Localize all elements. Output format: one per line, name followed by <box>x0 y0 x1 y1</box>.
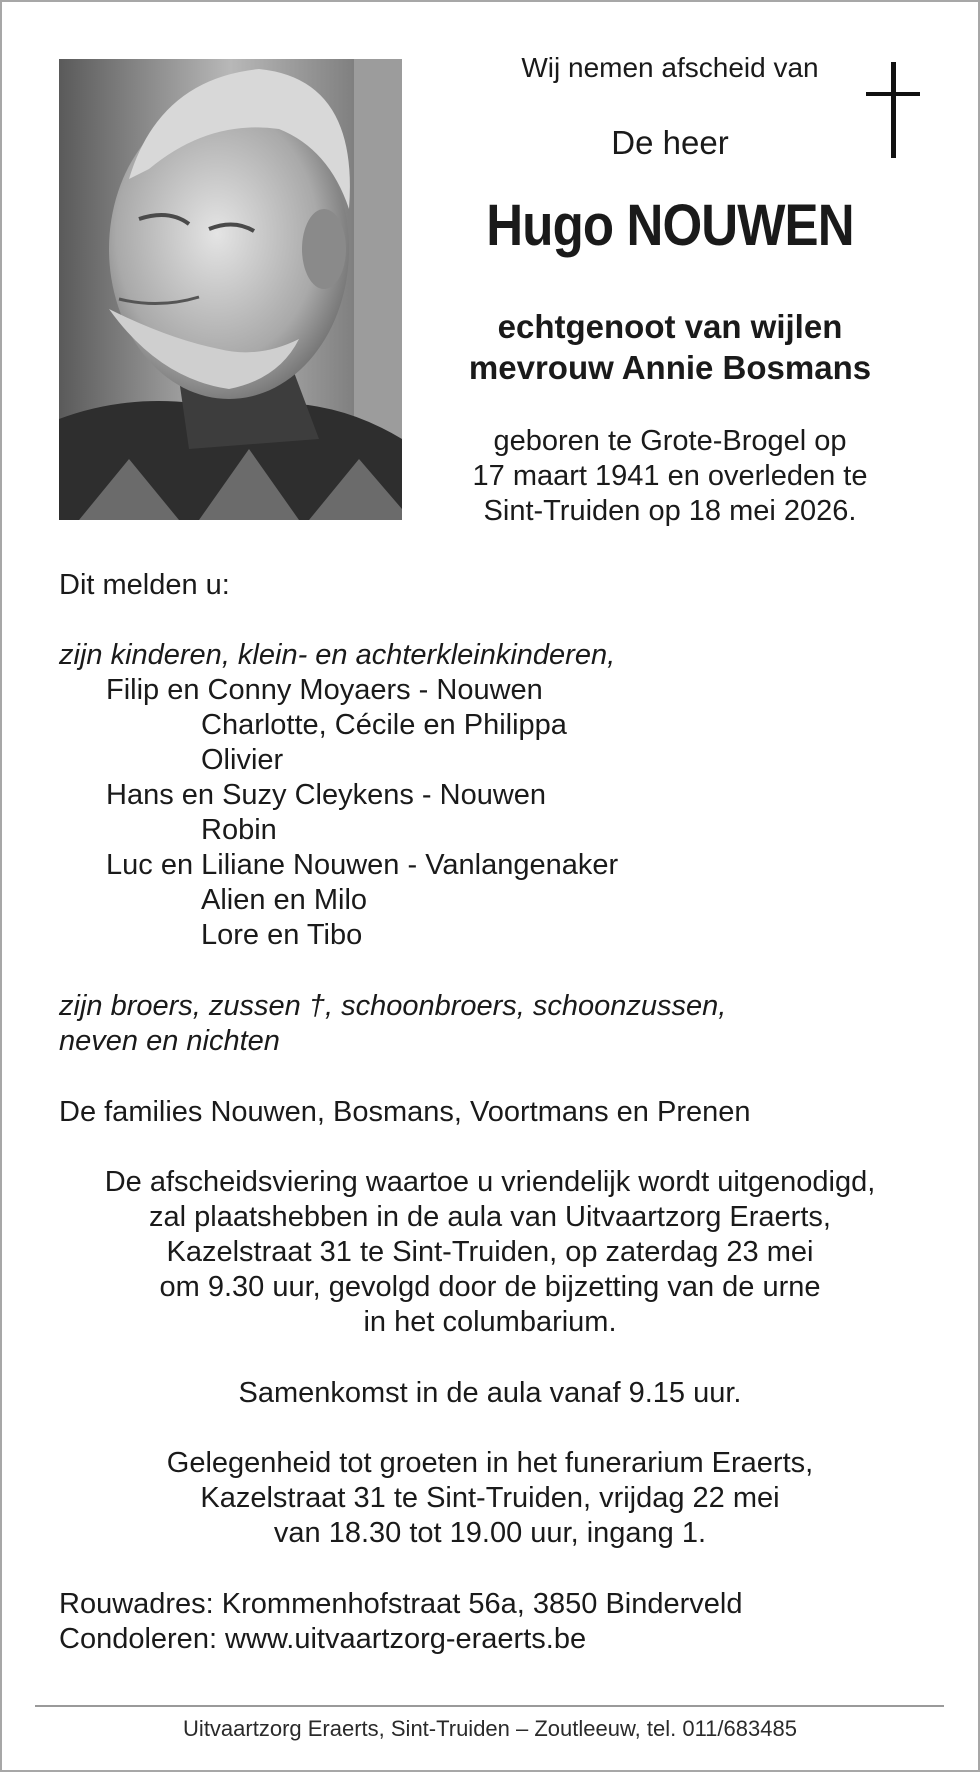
announcement: Dit melden u: <box>59 569 230 601</box>
birth-death-info <box>430 424 910 529</box>
ceremony-line: om 9.30 uur, gevolgd door de bijzetting van de urne <box>159 1271 821 1303</box>
contact-info <box>59 1587 939 1657</box>
deceased-name: Hugo NOUWEN <box>486 193 854 258</box>
spouse-line-2: mevrouw Annie Bosmans <box>468 349 872 386</box>
footer-text: Uitvaartzorg Eraerts, Sint-Truiden – Zoutleeuw, tel. 011/683485 <box>183 1716 797 1741</box>
visitation-info <box>59 1446 921 1551</box>
ceremony-line: Kazelstraat 31 te Sint-Truiden, op zaterdag 23 mei <box>166 1236 814 1268</box>
gathering-info: Samenkomst in de aula vanaf 9.15 uur. <box>238 1377 742 1409</box>
family-line: Charlotte, Cécile en Philippa <box>201 709 567 741</box>
ceremony-line: in het columbarium. <box>363 1306 617 1338</box>
birth-line-2: 17 maart 1941 en overleden te <box>472 460 868 492</box>
family-line: Filip en Conny Moyaers - Nouwen <box>106 674 543 706</box>
siblings-line-1: zijn broers, zussen †, schoonbroers, schoonzussen, <box>59 990 727 1022</box>
spouse-line-1: echtgenoot van wijlen <box>497 308 843 345</box>
ceremony-line: zal plaatshebben in de aula van Uitvaartzorg Eraerts, <box>149 1201 831 1233</box>
intro-text: Wij nemen afscheid van <box>521 52 819 83</box>
family-line: Alien en Milo <box>201 884 368 916</box>
birth-line-3: Sint-Truiden op 18 mei 2026. <box>483 495 857 527</box>
visitation-line: van 18.30 tot 19.00 uur, ingang 1. <box>273 1517 707 1549</box>
spouse-info <box>430 306 910 388</box>
family-line: Olivier <box>201 744 284 776</box>
family-line: Robin <box>201 814 277 846</box>
children-heading: zijn kinderen, klein- en achterkleinkinderen, <box>59 639 616 671</box>
family-line: Hans en Suzy Cleykens - Nouwen <box>106 779 547 811</box>
children-section <box>59 638 939 953</box>
families-line: De families Nouwen, Bosmans, Voortmans en Prenen <box>59 1096 751 1128</box>
visitation-line: Gelegenheid tot groeten in het funerarium Eraerts, <box>166 1447 814 1479</box>
siblings-section <box>59 989 939 1059</box>
latin-cross-icon <box>864 62 922 160</box>
salutation: De heer <box>611 124 729 161</box>
siblings-line-2: neven en nichten <box>59 1025 280 1057</box>
family-line: Lore en Tibo <box>201 919 363 951</box>
ceremony-info <box>59 1165 921 1340</box>
ceremony-line: De afscheidsviering waartoe u vriendelijk wordt uitgenodigd, <box>104 1166 876 1198</box>
footer-divider <box>35 1705 944 1707</box>
family-line: Luc en Liliane Nouwen - Vanlangenaker <box>106 849 619 881</box>
visitation-line: Kazelstraat 31 te Sint-Truiden, vrijdag 22 mei <box>200 1482 780 1514</box>
condolences-link[interactable]: Condoleren: www.uitvaartzorg-eraerts.be <box>59 1623 587 1655</box>
mourning-address: Rouwadres: Krommenhofstraat 56a, 3850 Binderveld <box>59 1588 743 1620</box>
portrait-photo <box>59 59 402 520</box>
birth-line-1: geboren te Grote-Brogel op <box>493 425 847 457</box>
